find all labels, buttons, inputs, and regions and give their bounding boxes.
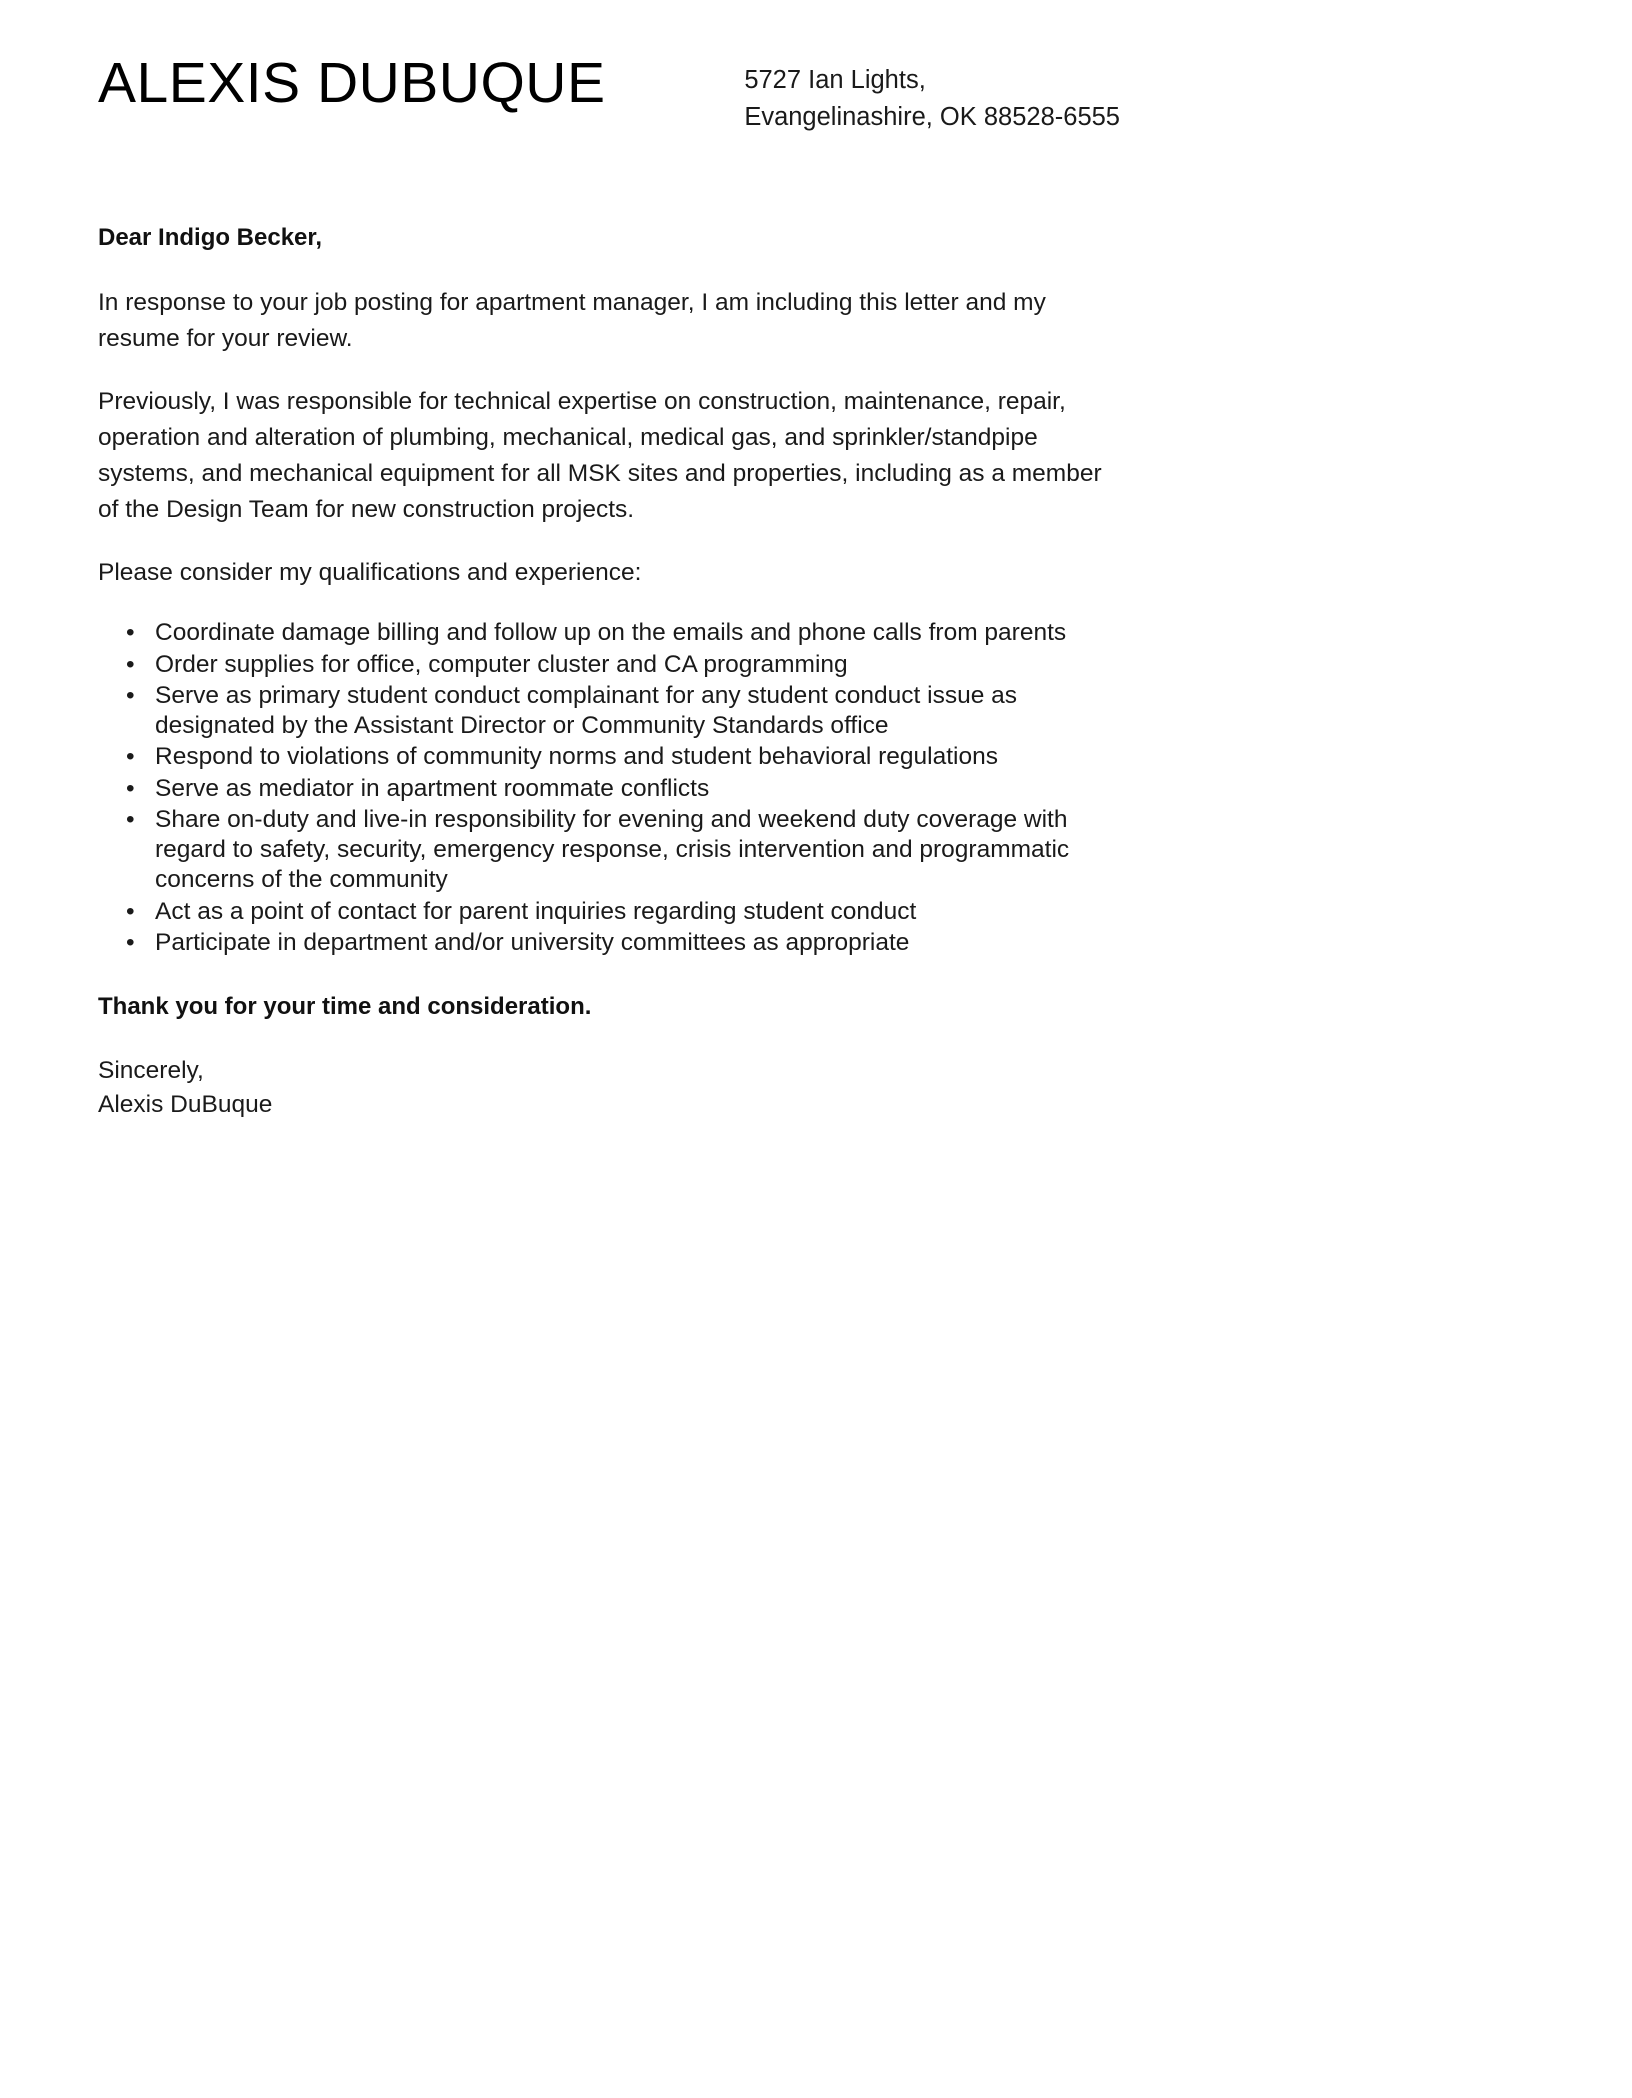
body-paragraph-intro: In response to your job posting for apartment manager, I am including this letter and my resume for your review. bbox=[98, 289, 1046, 353]
address-block bbox=[744, 52, 1120, 136]
signoff-salutation: Sincerely, bbox=[98, 1056, 204, 1084]
list-item: • Order supplies for office, computer cluster and CA programming bbox=[98, 650, 1126, 680]
list-item: • Serve as primary student conduct complainant for any student conduct issue as designated by the Assistant Director or Community Standards office bbox=[98, 681, 1126, 742]
list-item: • Act as a point of contact for parent inquiries regarding student conduct bbox=[98, 897, 1126, 927]
list-item: • Coordinate damage billing and follow up on the emails and phone calls from parents bbox=[98, 618, 1126, 648]
signature-name: Alexis DuBuque bbox=[98, 1091, 273, 1119]
body-paragraph-experience: Previously, I was responsible for technical expertise on construction, maintenance, repair, operation and alteration of plumbing, mechanical, medical gas, and sprinkler/standpipe systems, and mechanical equipment for all MSK sites and properties, including as a member of the Design Team for new construction projects. bbox=[98, 388, 1102, 524]
letter-header bbox=[98, 52, 1128, 136]
name-block bbox=[98, 52, 605, 114]
applicant-name: ALEXIS DUBUQUE bbox=[98, 51, 606, 115]
list-item: • Respond to violations of community norms and student behavioral regulations bbox=[98, 742, 1126, 772]
body-paragraph-qualifications-lead: Please consider my qualifications and experience: bbox=[98, 559, 642, 587]
list-item: • Share on-duty and live-in responsibility for evening and weekend duty coverage with regard to safety, security, emergency response, crisis intervention and programmatic concerns of the community bbox=[98, 805, 1126, 896]
signoff-block bbox=[98, 1054, 1126, 1124]
salutation: Dear Indigo Becker, bbox=[98, 224, 323, 251]
address-line-city-state-zip: Evangelinashire, OK 88528-6555 bbox=[744, 103, 1120, 132]
closing-statement: Thank you for your time and consideration. bbox=[98, 993, 592, 1021]
address-line-street: 5727 Ian Lights, bbox=[744, 66, 926, 94]
list-item: • Participate in department and/or university committees as appropriate bbox=[98, 928, 1126, 958]
list-item: • Serve as mediator in apartment roommate conflicts bbox=[98, 774, 1126, 804]
qualifications-list bbox=[98, 618, 1126, 958]
letter-body bbox=[98, 222, 1126, 1123]
